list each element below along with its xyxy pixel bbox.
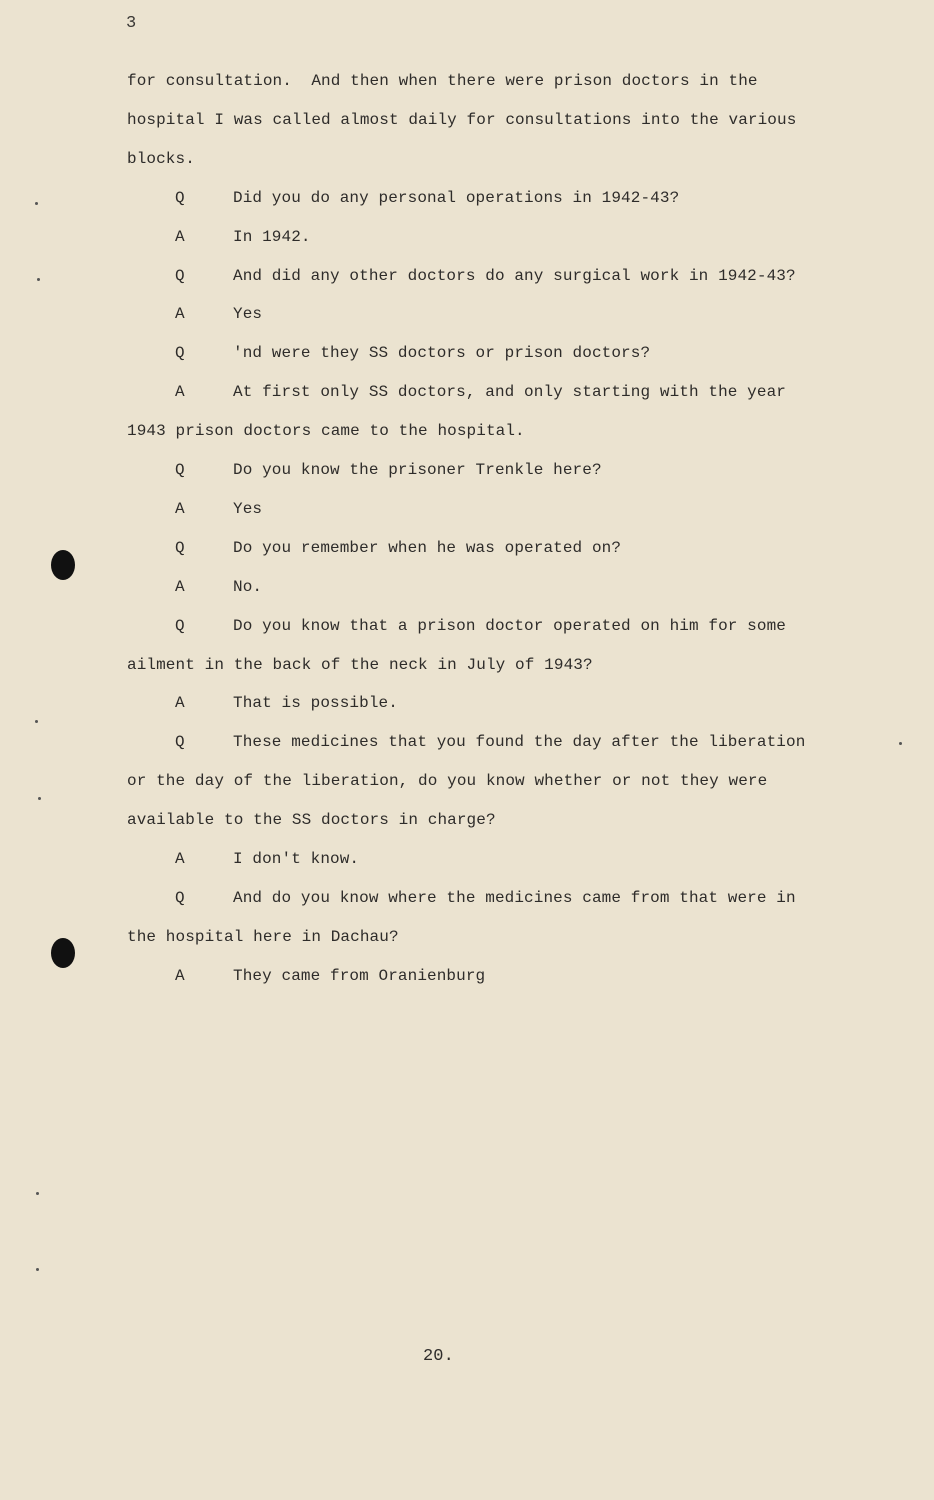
- punch-hole: [51, 550, 75, 580]
- answer-text: I don't know.: [233, 850, 360, 868]
- speck: [35, 202, 38, 205]
- continuation-line: ailment in the back of the neck in July of 1943?: [127, 656, 593, 674]
- question-marker: Q: [175, 889, 185, 907]
- page-corner-number: 3: [126, 14, 137, 33]
- answer-text: That is possible.: [233, 694, 398, 712]
- answer-marker: A: [175, 578, 185, 596]
- speck: [38, 797, 41, 800]
- answer-text: No.: [233, 578, 263, 596]
- answer-marker: A: [175, 228, 185, 246]
- punch-hole: [51, 938, 75, 968]
- answer-marker: A: [175, 850, 185, 868]
- question-marker: Q: [175, 344, 185, 362]
- question-marker: Q: [175, 539, 185, 557]
- answer-marker: A: [175, 967, 185, 985]
- continuation-line: for consultation. And then when there were prison doctors in the: [127, 72, 758, 90]
- answer-marker: A: [175, 500, 185, 518]
- question-text: These medicines that you found the day after the liberation: [233, 733, 806, 751]
- answer-text: Yes: [233, 305, 263, 323]
- speck: [35, 720, 38, 723]
- question-text: Do you know that a prison doctor operated on him for some: [233, 617, 786, 635]
- question-marker: Q: [175, 617, 185, 635]
- question-marker: Q: [175, 461, 185, 479]
- question-text: Do you know the prisoner Trenkle here?: [233, 461, 602, 479]
- page-number: 20.: [423, 1347, 454, 1366]
- answer-text: At first only SS doctors, and only starting with the year: [233, 383, 786, 401]
- continuation-line: hospital I was called almost daily for consultations into the various: [127, 111, 797, 129]
- speck: [36, 1268, 39, 1271]
- answer-text: Yes: [233, 500, 263, 518]
- question-text: Did you do any personal operations in 1942-43?: [233, 189, 680, 207]
- speck: [36, 1192, 39, 1195]
- answer-marker: A: [175, 694, 185, 712]
- question-marker: Q: [175, 733, 185, 751]
- continuation-line: the hospital here in Dachau?: [127, 928, 399, 946]
- speck: [37, 278, 40, 281]
- speck: [899, 742, 902, 745]
- answer-marker: A: [175, 305, 185, 323]
- continuation-line: 1943 prison doctors came to the hospital.: [127, 422, 525, 440]
- continuation-line: or the day of the liberation, do you know whether or not they were: [127, 772, 768, 790]
- question-text: And do you know where the medicines came from that were in: [233, 889, 796, 907]
- question-marker: Q: [175, 189, 185, 207]
- question-text: And did any other doctors do any surgical work in 1942-43?: [233, 267, 796, 285]
- question-text: 'nd were they SS doctors or prison doctors?: [233, 344, 651, 362]
- answer-text: In 1942.: [233, 228, 311, 246]
- question-text: Do you remember when he was operated on?: [233, 539, 622, 557]
- answer-marker: A: [175, 383, 185, 401]
- question-marker: Q: [175, 267, 185, 285]
- continuation-line: blocks.: [127, 150, 195, 168]
- answer-text: They came from Oranienburg: [233, 967, 486, 985]
- continuation-line: available to the SS doctors in charge?: [127, 811, 496, 829]
